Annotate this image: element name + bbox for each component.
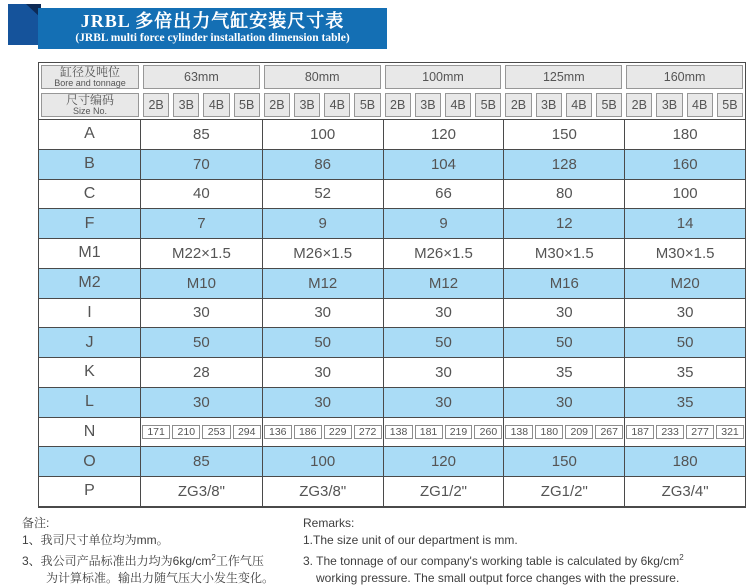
remarks-en-heading: Remarks: [303,516,355,530]
size-code-cell: 2B [264,93,290,117]
dim-value: 12 [503,209,624,238]
dim-value: 50 [503,328,624,357]
dim-value: 30 [262,299,383,328]
dim-value: 180 [624,447,745,476]
dim-value: 35 [503,358,624,387]
dim-value: M12 [383,269,504,298]
corner-bore-tonnage-cell [41,65,139,89]
dim-value: 30 [262,388,383,417]
n-value: 272 [354,425,382,439]
size-code-cell: 4B [324,93,350,117]
dim-value: 100 [624,180,745,209]
dim-value: 40 [193,185,210,203]
dim-value: 35 [624,388,745,417]
row-label: J [39,328,141,357]
dim-value: 30 [193,393,210,411]
remarks-cn-line2-post: 工作气压 [215,554,264,568]
title-banner [38,8,387,49]
size-code-cell: 3B [173,93,199,117]
dim-value: 50 [262,328,383,357]
n-value: 260 [474,425,502,439]
remarks-en-line2-pre: 3. The tonnage of our company's working table is calculated by 6kg/cm [303,554,680,568]
dim-value: M26×1.5 [383,239,504,268]
n-value: 233 [656,425,684,439]
n-cell-group [624,418,745,447]
row-label: M1 [39,239,141,268]
dim-value: ZG1/2" [503,477,624,506]
size-code-cell: 3B [536,93,562,117]
size-code-cell: 5B [596,93,622,117]
size-code-cell: 4B [445,93,471,117]
table-body [39,119,745,506]
n-value: 277 [686,425,714,439]
corner-bore-en: Bore and tonnage [54,78,126,88]
dim-value: 70 [193,155,210,173]
dim-value: 30 [193,304,210,322]
dim-value: 35 [624,358,745,387]
dim-value: 120 [383,447,504,476]
dim-value: 30 [262,358,383,387]
row-label: O [39,447,141,476]
size-code-cell: 2B [505,93,531,117]
dim-value: 14 [624,209,745,238]
n-value: 171 [142,425,170,439]
row-label: K [39,358,141,387]
size-code-cell: 2B [385,93,411,117]
size-code-cell: 5B [475,93,501,117]
dim-value: M12 [262,269,383,298]
remarks-cn-line1: 1、我司尺寸单位均为mm。 [22,533,169,547]
dim-value: 30 [383,388,504,417]
dimension-table [38,62,746,508]
dim-value: 85 [193,453,210,471]
n-value: 138 [385,425,413,439]
dim-value: 9 [262,209,383,238]
n-value: 229 [324,425,352,439]
size-code-cell: 3B [656,93,682,117]
remarks-cn [22,515,312,587]
remarks-en-line2 [303,549,748,570]
n-cell-group [141,418,262,447]
row-label: C [39,180,141,209]
dim-value: M10 [186,274,216,292]
dim-value: M20 [624,269,745,298]
n-value: 136 [264,425,292,439]
table-row-i [39,298,745,328]
remarks-en [303,515,748,587]
dim-value: 160 [624,150,745,179]
size-code-cell: 2B [626,93,652,117]
size-code-row [39,91,745,119]
size-code-cell: 3B [415,93,441,117]
size-code-cell: 5B [717,93,743,117]
row-label: M2 [39,269,141,298]
corner-size-cn: 尺寸编码 [65,93,114,107]
row-label: L [39,388,141,417]
table-row-f [39,208,745,238]
row-label: N [39,418,141,447]
dim-value: 128 [503,150,624,179]
corner-bore-cn: 缸径及吨位 [59,65,120,79]
dim-value: M26×1.5 [262,239,383,268]
dim-value: ZG3/8" [177,482,225,500]
size-code-cell: 5B [354,93,380,117]
n-value: 180 [535,425,563,439]
n-value: 181 [415,425,443,439]
dim-value: 50 [624,328,745,357]
size-code-cell: 5B [234,93,260,117]
dim-value: ZG3/8" [262,477,383,506]
n-value: 138 [505,425,533,439]
n-value: 267 [595,425,623,439]
table-row-l [39,387,745,417]
size-code-cell: 4B [687,93,713,117]
remarks-en-line1: 1.The size unit of our department is mm. [303,533,518,547]
dim-value: 50 [193,334,210,352]
table-row-m2 [39,268,745,298]
dim-value: 120 [383,120,504,149]
n-value: 253 [202,425,230,439]
dim-value: 85 [193,125,210,143]
table-row-b [39,149,745,179]
n-cell-group [262,418,383,447]
dim-value: 9 [383,209,504,238]
dim-value: M22×1.5 [172,244,231,262]
remarks-en-line2-sup: 2 [679,553,684,562]
n-cell-group [503,418,624,447]
size-code-cell: 3B [294,93,320,117]
dim-value: 66 [383,180,504,209]
dim-value: 100 [262,447,383,476]
table-row-p [39,476,745,506]
dim-value: 104 [383,150,504,179]
page-subtitle: (JRBL multi force cylinder installation dimension table) [75,32,350,44]
remarks-cn-line2-pre: 3、我公司产品标准出力均为6kg/cm [22,554,212,568]
bore-header-cell: 125mm [505,65,622,89]
row-label: I [39,299,141,328]
table-row-n [39,417,745,447]
bore-header-cell: 100mm [385,65,502,89]
n-value: 209 [565,425,593,439]
table-row-a [39,119,745,149]
dim-value: 7 [197,215,206,233]
row-label: A [39,120,141,149]
corner-size-no-cell [41,93,139,117]
table-row-k [39,357,745,387]
n-value: 186 [294,425,322,439]
dim-value: M30×1.5 [503,239,624,268]
dim-value: 30 [503,299,624,328]
size-code-cell: 2B [143,93,169,117]
n-cell-group [383,418,504,447]
dim-value: 50 [383,328,504,357]
remarks-en-line3: working pressure. The small output force changes with the pressure. [316,571,680,585]
dim-value: 150 [503,120,624,149]
remarks-cn-line3: 为计算标准。输出力随气压大小发生变化。 [46,571,275,585]
n-value: 210 [172,425,200,439]
dim-value: M16 [503,269,624,298]
dim-value: 150 [503,447,624,476]
dim-value: M30×1.5 [624,239,745,268]
n-value: 219 [445,425,473,439]
size-code-cell: 4B [566,93,592,117]
bore-header-cell: 80mm [264,65,381,89]
dim-value: ZG3/4" [624,477,745,506]
dim-value: 86 [262,150,383,179]
page-title: JRBL 多倍出力气缸安装尺寸表 [80,11,345,31]
n-value: 187 [626,425,654,439]
row-label: F [39,209,141,238]
table-row-o [39,446,745,476]
dim-value: 180 [624,120,745,149]
bore-header-row [39,63,745,91]
n-value: 321 [716,425,744,439]
row-label: P [39,477,141,506]
remarks-cn-line2 [22,549,312,570]
bore-header-cell: 63mm [143,65,260,89]
dim-value: 30 [624,299,745,328]
n-value: 294 [233,425,261,439]
bore-header-cell: 160mm [626,65,743,89]
corner-size-en: Size No. [72,106,107,116]
dim-value: 30 [383,299,504,328]
remarks-cn-heading: 备注: [22,516,50,530]
dim-value: 28 [193,363,210,381]
dim-value: 52 [262,180,383,209]
table-row-m1 [39,238,745,268]
dim-value: 30 [503,388,624,417]
remarks-cn-line2-sup: 2 [211,553,216,562]
dim-value: 100 [262,120,383,149]
table-row-j [39,327,745,357]
row-label: B [39,150,141,179]
table-row-c [39,179,745,209]
dim-value: 80 [503,180,624,209]
dim-value: 30 [383,358,504,387]
size-code-cell: 4B [203,93,229,117]
dim-value: ZG1/2" [383,477,504,506]
